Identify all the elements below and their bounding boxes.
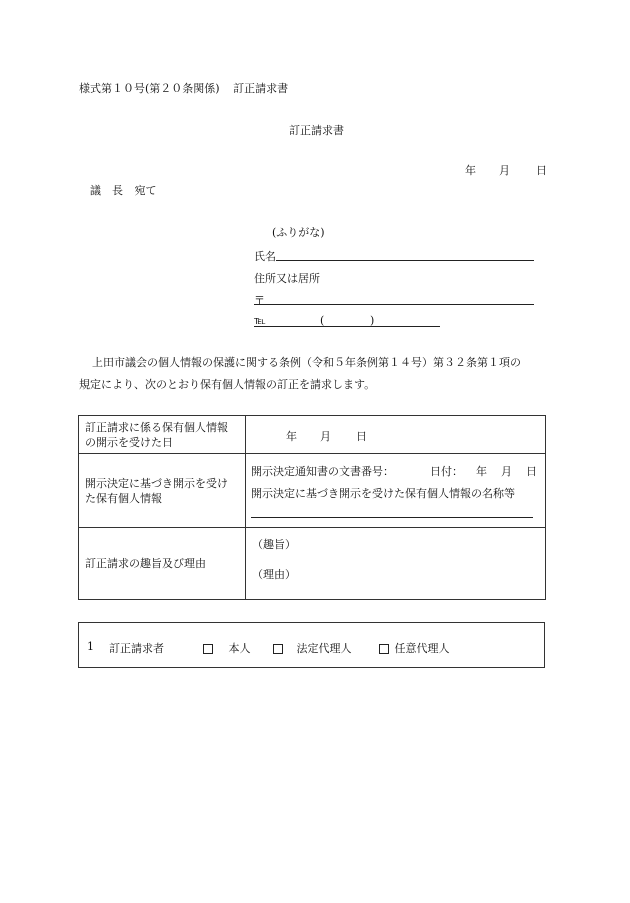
tel-paren-open: ( — [320, 314, 325, 327]
requester-box — [78, 622, 545, 668]
address-field[interactable] — [254, 304, 534, 305]
body-text-line1: 上田市議会の個人情報の保護に関する条例（令和５年条例第１４号）第３２条第１項の — [92, 356, 521, 369]
purpose-reason-label-cell — [79, 528, 246, 600]
addressee-to: 宛て — [134, 184, 157, 197]
form-name: 訂正請求書 — [233, 82, 289, 95]
purpose-reason-label: 訂正請求の趣旨及び理由 — [85, 557, 206, 570]
request-table — [78, 415, 546, 600]
tel-paren-close: ) — [370, 314, 375, 327]
notice-number-label: 開示決定通知書の文書番号： — [251, 465, 394, 478]
address-label: 住所又は居所 — [254, 272, 320, 285]
form-number: 様式第１０号(第２０条関係) — [79, 82, 220, 95]
addressee — [90, 182, 157, 198]
checkbox-legal-agent[interactable] — [273, 644, 283, 654]
disclosed-info-label-line2: た保有個人情報 — [85, 491, 162, 505]
notice-date-label: 日付： — [430, 465, 463, 478]
option-legal-agent[interactable] — [273, 640, 352, 656]
addressee-role: 議 長 — [90, 184, 123, 197]
table-row — [79, 416, 546, 454]
checkbox-voluntary-agent[interactable] — [379, 644, 389, 654]
disclosure-year: 年 — [286, 430, 297, 443]
info-name-label: 開示決定に基づき開示を受けた保有個人情報の名称等 — [251, 487, 515, 500]
body-text-line2: 規定により、次のとおり保有個人情報の訂正を請求します。 — [79, 378, 376, 391]
disclosed-info-cell[interactable] — [246, 454, 546, 528]
disclosed-info-label-cell — [79, 454, 246, 528]
disclosure-date-cell[interactable] — [246, 416, 546, 454]
date-year: 年 — [465, 164, 476, 177]
table-row — [79, 454, 546, 528]
option-legal-agent-label: 法定代理人 — [296, 642, 352, 655]
form-number-heading — [79, 80, 288, 96]
tel-field[interactable] — [254, 326, 440, 327]
option-voluntary-agent[interactable] — [379, 640, 450, 656]
furigana-label: (ふりがな) — [272, 226, 325, 239]
name-label: 氏名 — [254, 250, 276, 263]
disclosure-date-label-line2: の開示を受けた日 — [85, 435, 173, 449]
option-self[interactable] — [203, 640, 251, 656]
notice-day: 日 — [526, 465, 537, 478]
notice-year: 年 — [476, 465, 487, 478]
requester-label: 訂正請求者 — [109, 642, 164, 655]
reason-label: （理由） — [252, 568, 296, 581]
date-month: 月 — [499, 164, 510, 177]
postal-mark: 〒 — [254, 294, 265, 307]
info-name-field[interactable] — [251, 517, 533, 518]
purpose-label: （趣旨） — [252, 538, 296, 551]
date-day: 日 — [536, 164, 547, 177]
requester-number: 1 — [87, 640, 94, 653]
table-row — [79, 528, 546, 600]
option-self-label: 本人 — [228, 642, 251, 655]
document-title: 訂正請求書 — [289, 124, 344, 137]
name-field[interactable] — [276, 260, 534, 261]
checkbox-self[interactable] — [203, 644, 213, 654]
purpose-reason-cell[interactable] — [246, 528, 546, 600]
disclosure-day: 日 — [356, 430, 367, 443]
disclosure-month: 月 — [320, 430, 331, 443]
disclosure-date-label-line1: 訂正請求に係る保有個人情報 — [85, 420, 228, 434]
notice-month: 月 — [501, 465, 512, 478]
tel-mark: ℡ — [254, 314, 266, 327]
option-voluntary-agent-label: 任意代理人 — [394, 642, 450, 655]
disclosed-info-label-line1: 開示決定に基づき開示を受け — [85, 476, 228, 490]
disclosure-date-label-cell — [79, 416, 246, 454]
